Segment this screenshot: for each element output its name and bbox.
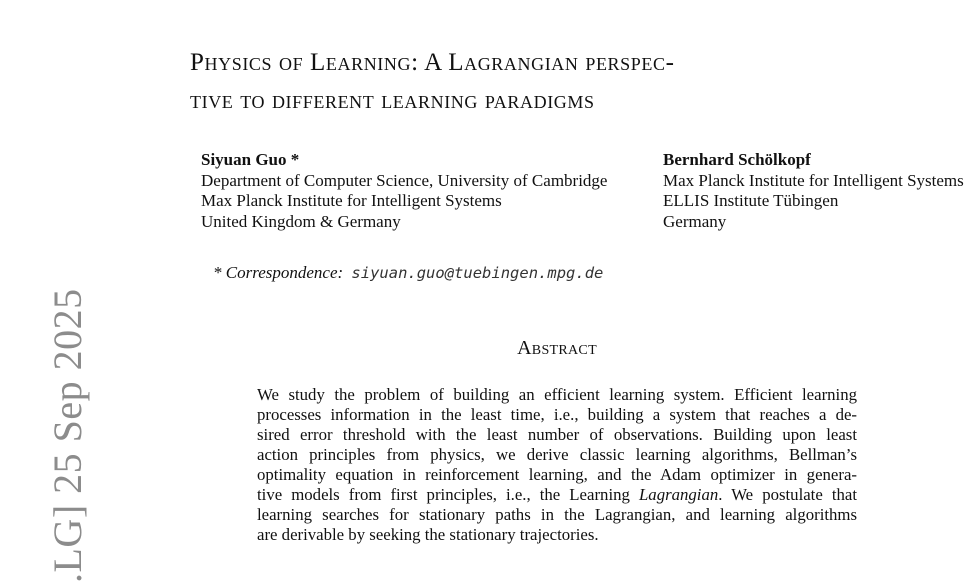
- abstract-emphasis: Lagrangian: [638, 485, 719, 504]
- author-2-affiliation-1: Max Planck Institute for Intelligent Systems: [663, 170, 964, 190]
- abstract-line-part: . We postulate that: [718, 485, 858, 504]
- author-1-affiliation-1: Department of Computer Science, University of Cambridge: [201, 170, 608, 190]
- paper-title: [190, 44, 675, 120]
- abstract-line: sired error threshold with the least number of observations. Building upon least: [257, 425, 857, 444]
- author-1-affiliation-2: Max Planck Institute for Intelligent Systems: [201, 191, 502, 210]
- abstract-line: learning searches for stationary paths in the Lagrangian, and learning algorithms: [257, 505, 857, 524]
- arxiv-side-stamp: .LG] 25 Sep 2025: [45, 288, 90, 583]
- abstract-line: optimality equation in reinforcement learning, and the Adam optimizer in genera-: [257, 465, 857, 484]
- author-block-1: [201, 150, 607, 232]
- title-line-2: tive to different learning paradigms: [190, 87, 595, 114]
- abstract-line: [257, 485, 857, 505]
- abstract-line: action principles from physics, we derive classic learning algorithms, Bellman’s: [257, 445, 857, 464]
- author-2-affiliation-3: Germany: [663, 211, 727, 231]
- abstract-heading: Abstract: [517, 337, 597, 359]
- abstract-line-part: tive models from first principles, i.e., the Learning: [257, 485, 630, 504]
- abstract-line: We study the problem of building an efficient learning system. Efficient learning: [257, 385, 857, 404]
- correspondence-line: [213, 263, 603, 283]
- author-2-affiliation-2: ELLIS Institute Tübingen: [663, 191, 839, 210]
- title-line-1: Physics of Learning: A Lagrangian perspec-: [190, 49, 675, 76]
- author-block-2: [663, 150, 964, 232]
- correspondence-label: * Correspondence:: [213, 263, 344, 282]
- correspondence-email[interactable]: siyuan.guo@tuebingen.mpg.de: [351, 264, 604, 282]
- abstract-line: are derivable by seeking the stationary trajectories.: [257, 525, 599, 544]
- author-name-1: Siyuan Guo *: [201, 150, 300, 169]
- abstract-text: [257, 385, 857, 545]
- abstract-line: processes information in the least time, i.e., building a system that reaches a de-: [257, 405, 857, 424]
- author-name-2: Bernhard Schölkopf: [663, 150, 811, 169]
- author-1-affiliation-3: United Kingdom & Germany: [201, 211, 401, 231]
